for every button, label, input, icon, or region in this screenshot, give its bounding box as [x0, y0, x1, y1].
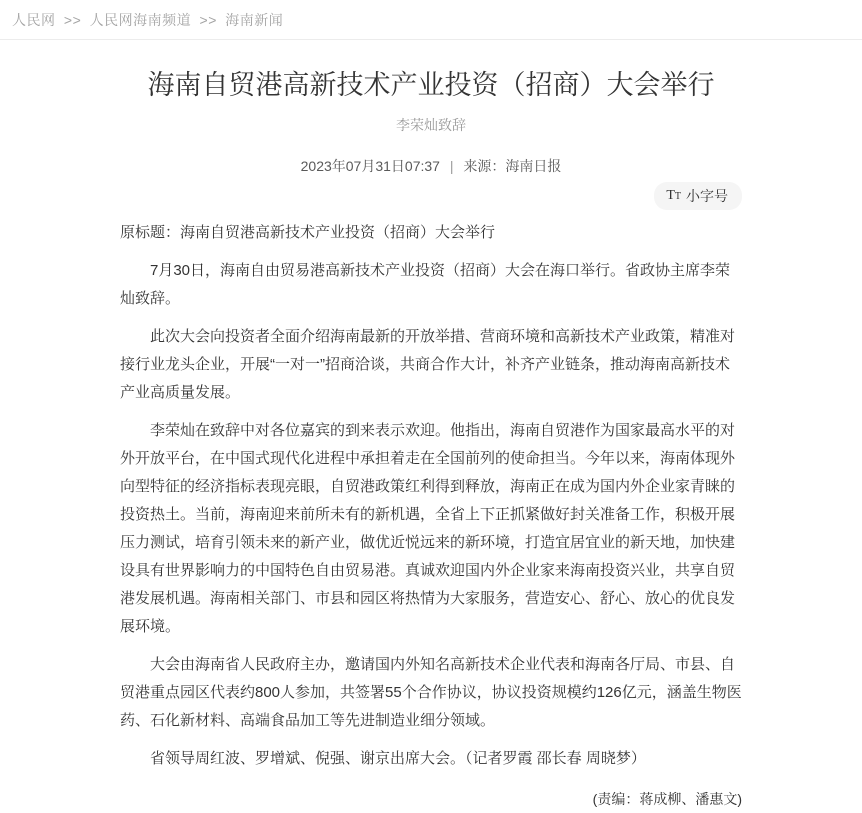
article-paragraph: 省领导周红波、罗增斌、倪强、谢京出席大会。（记者罗霞 邵长春 周晓梦） [150, 750, 646, 767]
publish-date: 2023年07月31日07:37 [300, 158, 440, 174]
meta-separator: | [449, 158, 454, 174]
font-size-button[interactable] [654, 182, 742, 210]
article-paragraph: 大会由海南省人民政府主办，邀请国内外知名高新技术企业代表和海南各厅局、市县、自贸港重点园区代表约800人参加，共签署55个合作协议，协议投资规模约126亿元，涵盖生物医药、石化新材料、高端食品加工等先进制造业细分领域。 [120, 656, 742, 729]
breadcrumb-separator: >> [199, 12, 217, 28]
header-divider [0, 39, 862, 40]
breadcrumb-link-hainan-news[interactable]: 海南新闻 [225, 12, 284, 28]
breadcrumb-link-hainan-channel[interactable]: 人民网海南频道 [89, 12, 192, 28]
article-toolbar [120, 182, 742, 206]
original-title [120, 219, 742, 247]
article-paragraph: 李荣灿在致辞中对各位嘉宾的到来表示欢迎。他指出，海南自贸港作为国家最高水平的对外开放平台，在中国式现代化进程中承担着走在全国前列的使命担当。今年以来，海南体现外向型特征的经济指标表现亮眼，自贸港政策红利得到释放，海南正在成为国内外企业家青睐的投资热土。当前，海南迎来前所未有的新机遇，全省上下正抓紧做好封关准备工作，积极开展压力测试，培育引领未来的新产业，做优近悦远来的新环境，打造宜居宜业的新天地，加快建设具有世界影响力的中国特色自由贸易港。真诚欢迎国内外企业家来海南投资兴业，共享自贸港发展机遇。海南相关部门、市县和园区将热情为大家服务，营造安心、舒心、放心的优良发展环境。 [120, 422, 736, 635]
font-size-label: 小字号 [686, 188, 728, 204]
breadcrumb-link-peoples-net[interactable]: 人民网 [12, 12, 56, 28]
editor-note: (责编：蒋成柳、潘惠文) [592, 791, 742, 807]
page-title: 海南自贸港高新技术产业投资（招商）大会举行 [147, 70, 715, 100]
article-meta [120, 156, 742, 176]
breadcrumb [0, 0, 862, 39]
article-paragraph: 此次大会向投资者全面介绍海南最新的开放举措、营商环境和高新技术产业政策，精准对接行业龙头企业，开展“一对一”招商洽谈，共商合作大计，补齐产业链条，推动海南高新技术产业高质量发展。 [120, 328, 736, 401]
source-link[interactable]: 海南日报 [505, 158, 562, 174]
article-body [120, 219, 742, 813]
original-title-label: 原标题： [120, 224, 181, 241]
breadcrumb-separator: >> [63, 12, 82, 28]
article-subtitle: 李荣灿致辞 [396, 117, 466, 133]
font-size-icon: TT [666, 188, 681, 203]
article [120, 69, 742, 813]
source-label: 来源： [463, 158, 506, 174]
original-title-text: 海南自贸港高新技术产业投资（招商）大会举行 [180, 224, 496, 241]
article-paragraph: 7月30日，海南自由贸易港高新技术产业投资（招商）大会在海口举行。省政协主席李荣灿致辞。 [120, 262, 731, 307]
